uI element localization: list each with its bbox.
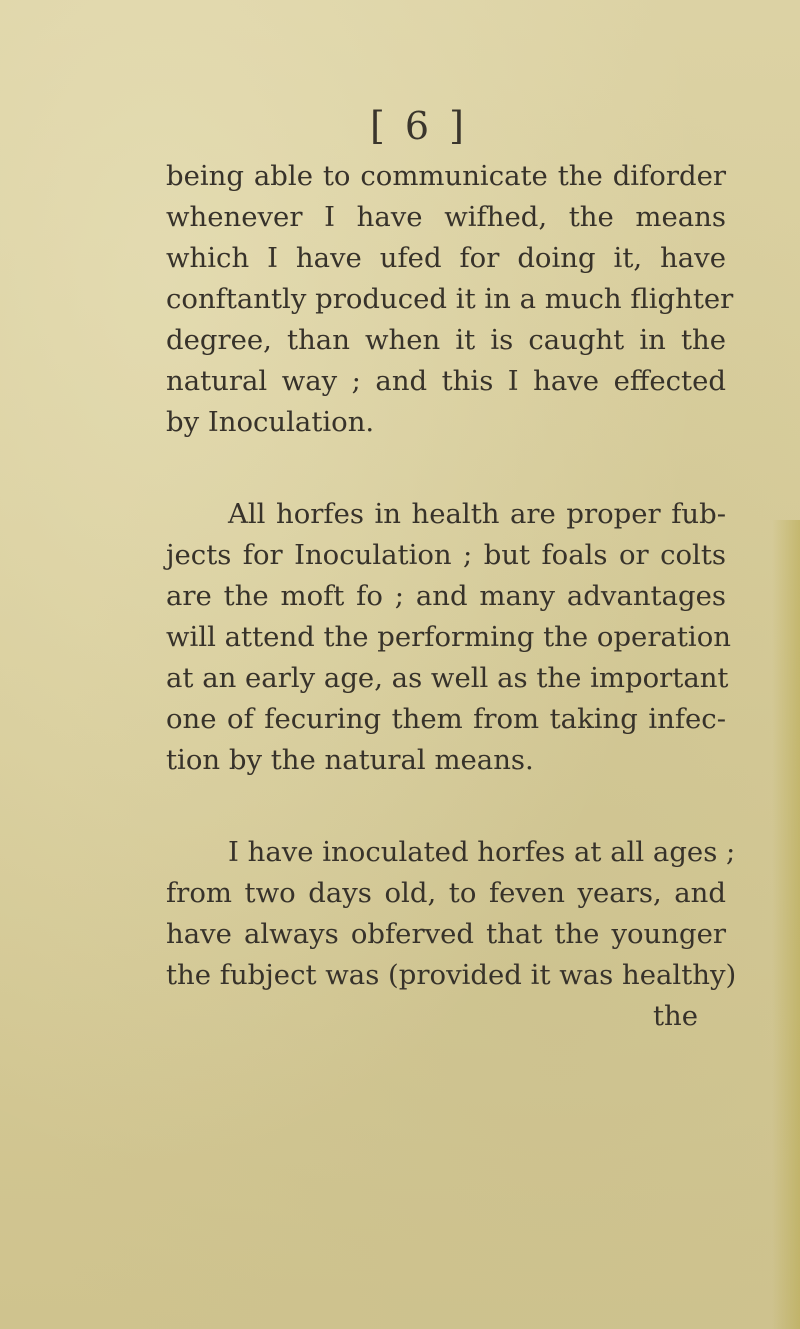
text-line: degree, than when it is caught in the: [166, 324, 726, 356]
text-line: All horfes in health are proper fub-: [228, 498, 726, 530]
catchword: the: [652, 1000, 698, 1032]
text-line: are the moft fo ; and many advantages: [166, 580, 726, 612]
paragraph-3: [166, 832, 737, 1037]
text-line: natural way ; and this I have effected: [166, 365, 726, 397]
text-line: the fubject was (provided it was healthy): [166, 959, 737, 991]
page-number: [ 6 ]: [370, 104, 468, 148]
text-line: whenever I have wifhed, the means: [166, 201, 726, 233]
page-edge-stain: [772, 520, 800, 1329]
text-line: by Inoculation.: [166, 406, 375, 438]
text-line: at an early age, as well as the important: [166, 662, 729, 694]
text-line: have always obferved that the younger: [166, 918, 726, 950]
paragraph-2: [166, 494, 731, 781]
text-line: conftantly produced it in a much flighter: [166, 283, 734, 315]
text-line: jects for Inoculation ; but foals or colts: [166, 539, 726, 571]
paragraph-1: [166, 156, 734, 443]
text-line: I have inoculated horfes at all ages ;: [228, 836, 736, 868]
text-line: which I have ufed for doing it, have: [166, 242, 726, 274]
text-line: tion by the natural means.: [166, 744, 534, 776]
text-line: one of fecuring them from taking infec-: [166, 703, 726, 735]
text-line: being able to communicate the diforder: [166, 160, 726, 192]
text-line: will attend the performing the operation: [166, 621, 731, 653]
text-line: from two days old, to feven years, and: [166, 877, 726, 909]
